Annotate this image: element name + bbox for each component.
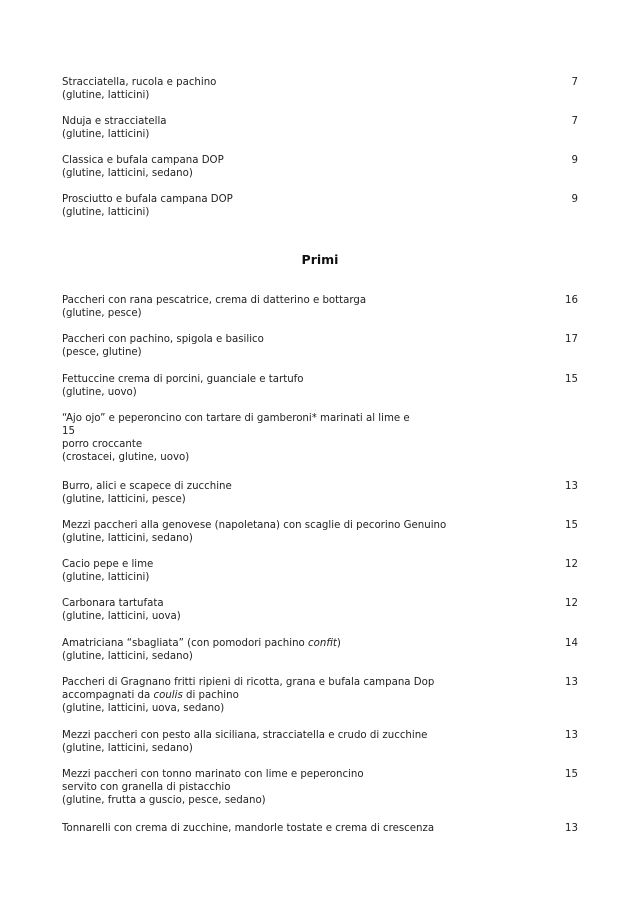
menu-item [62, 480, 578, 506]
item-allergens: (glutine, latticini) [62, 90, 150, 101]
item-name-part: Amatriciana “sbagliata” (con pomodori pachino [62, 638, 309, 649]
item-name-part: accompagnati da [62, 690, 154, 701]
item-name: Mezzi paccheri alla genovese (napoletana) con scaglie di pecorino Genuino [62, 520, 447, 531]
item-name-italic: confit [308, 638, 337, 649]
item-price: 12 [565, 598, 578, 609]
item-name: Paccheri con pachino, spigola e basilico [62, 334, 264, 345]
item-price: 15 [565, 769, 578, 780]
menu-item [62, 729, 578, 755]
item-price: 9 [571, 155, 578, 166]
item-name: Cacio pepe e lime [62, 559, 154, 570]
item-allergens: (glutine, latticini) [62, 572, 150, 583]
item-name-part: di pachino [182, 690, 239, 701]
item-allergens: (glutine, latticini, sedano) [62, 533, 193, 544]
item-name-continued: servito con granella di pistacchio [62, 782, 231, 793]
menu-item [62, 193, 578, 219]
item-allergens: (pesce, glutine) [62, 347, 142, 358]
item-name: “Ajo ojo” e peperoncino con tartare di gamberoni* marinati al lime e [62, 413, 410, 424]
item-allergens: (glutine, latticini, sedano) [62, 743, 193, 754]
item-price: 9 [571, 194, 578, 205]
menu-item [62, 637, 578, 663]
item-price: 13 [565, 823, 578, 834]
item-price: 12 [565, 559, 578, 570]
item-price: 14 [565, 638, 578, 649]
item-price: 7 [571, 77, 578, 88]
menu-item [62, 115, 578, 141]
item-price: 17 [565, 334, 578, 345]
item-allergens: (glutine, latticini) [62, 207, 150, 218]
item-name-continued: porro croccante [62, 439, 143, 450]
menu-item [62, 519, 578, 545]
item-name: Paccheri con rana pescatrice, crema di datterino e bottarga [62, 295, 367, 306]
item-price: 7 [571, 116, 578, 127]
item-allergens: (glutine, latticini, uova, sedano) [62, 703, 225, 714]
item-name: Mezzi paccheri con tonno marinato con lime e peperoncino [62, 769, 364, 780]
menu-item [62, 597, 578, 623]
item-allergens: (glutine, latticini, pesce) [62, 494, 186, 505]
item-price: 15 [565, 520, 578, 531]
item-name: Carbonara tartufata [62, 598, 164, 609]
item-name-italic: coulis [153, 690, 183, 701]
item-price: 13 [565, 481, 578, 492]
item-name: Classica e bufala campana DOP [62, 155, 224, 166]
menu-item [62, 676, 578, 715]
item-price: 13 [565, 677, 578, 688]
item-price: 16 [565, 295, 578, 306]
item-name: Mezzi paccheri con pesto alla siciliana, stracciatella e crudo di zucchine [62, 730, 428, 741]
menu-item [62, 412, 578, 464]
item-allergens: (glutine, pesce) [62, 308, 142, 319]
menu-item [62, 373, 578, 399]
menu-item [62, 768, 578, 807]
item-name [62, 637, 578, 650]
menu-item [62, 294, 578, 320]
item-name: Tonnarelli con crema di zucchine, mandorle tostate e crema di crescenza [62, 823, 435, 834]
item-price: 15 [565, 374, 578, 385]
menu-item [62, 154, 578, 180]
section-title-primi: Primi [301, 252, 339, 267]
item-allergens: (glutine, latticini, sedano) [62, 651, 193, 662]
item-name: Burro, alici e scapece di zucchine [62, 481, 232, 492]
item-name: Prosciutto e bufala campana DOP [62, 194, 233, 205]
item-name: Nduja e stracciatella [62, 116, 167, 127]
item-allergens: (glutine, latticini, sedano) [62, 168, 193, 179]
menu-item [62, 558, 578, 584]
item-allergens: (glutine, latticini) [62, 129, 150, 140]
item-name: Paccheri di Gragnano fritti ripieni di ricotta, grana e bufala campana Dop [62, 677, 435, 688]
item-price: 15 [62, 426, 75, 437]
item-name: Stracciatella, rucola e pachino [62, 77, 217, 88]
menu-item [62, 822, 578, 835]
menu-item [62, 76, 578, 102]
item-allergens: (glutine, uovo) [62, 387, 137, 398]
item-price: 13 [565, 730, 578, 741]
item-allergens: (crostacei, glutine, uovo) [62, 452, 190, 463]
item-name-part: ) [336, 638, 341, 649]
item-allergens: (glutine, frutta a guscio, pesce, sedano) [62, 795, 266, 806]
item-allergens: (glutine, latticini, uova) [62, 611, 181, 622]
item-name-continued [62, 689, 578, 702]
item-name: Fettuccine crema di porcini, guanciale e tartufo [62, 374, 304, 385]
menu-item [62, 333, 578, 359]
